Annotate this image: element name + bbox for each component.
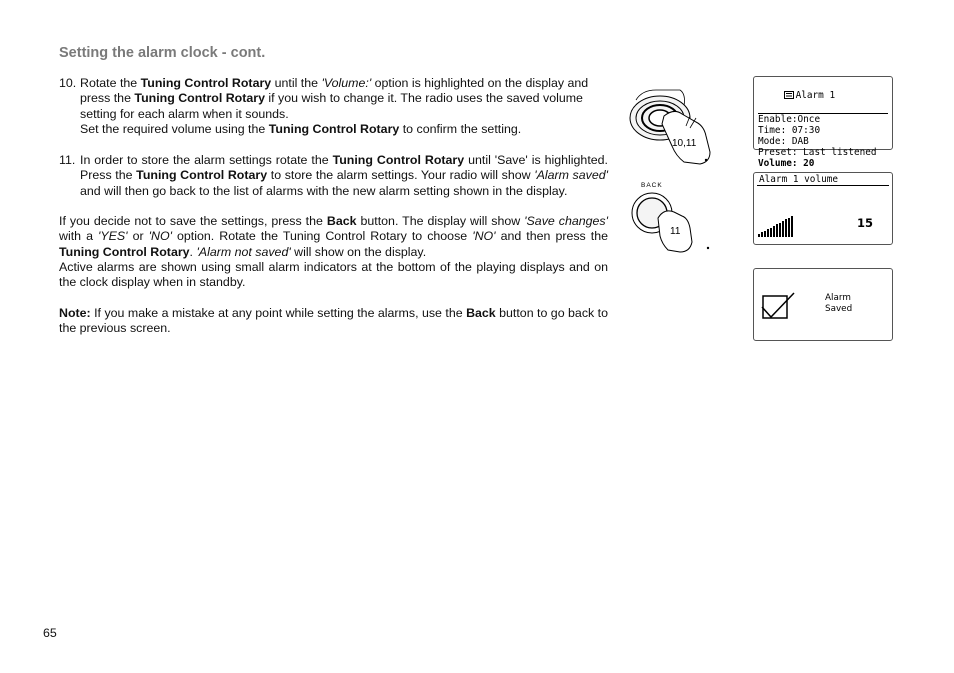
text: with a (59, 229, 99, 244)
lcd-message-line1: Alarm (825, 293, 851, 303)
checkbox-tick-icon (760, 291, 796, 321)
lcd-alarm-volume (753, 172, 893, 245)
text: button. The display will show (356, 214, 525, 228)
lcd-message-line2: Saved (825, 304, 853, 314)
text: In order to store the alarm settings rotate the (80, 153, 333, 167)
text: Rotate the (80, 76, 141, 90)
section-heading: Setting the alarm clock - cont. (59, 45, 266, 61)
text: or (127, 229, 149, 244)
lcd-alarm-settings (753, 76, 893, 169)
tuning-rotary-illustration (626, 86, 722, 170)
note-label: Note: (59, 306, 91, 320)
text: button to go back to the previous screen. (59, 306, 608, 336)
step-number: 10. (59, 76, 77, 90)
text: option is highlighted on the display and press the (80, 76, 589, 106)
back-label: BACK (641, 182, 663, 189)
text: If you make a mistake at any point while setting the alarms, use the (90, 306, 467, 320)
lcd-line-mode: Mode: DAB (758, 136, 809, 147)
step-10 (59, 76, 608, 138)
lcd-title: Alarm 1 volume (759, 174, 839, 185)
page-number: 65 (43, 626, 57, 640)
active-alarms-paragraph: Active alarms are shown using small alarm indicators at the bottom of the playing displays and on the clock display when in standby. (59, 260, 608, 290)
back-button-illustration (628, 178, 716, 258)
bold-term: Tuning Control Rotary (136, 168, 268, 183)
bold-term: Tuning Control Rotary (268, 122, 400, 137)
step-number: 11. (59, 153, 76, 167)
lcd-line-enable: Enable:Once (758, 114, 821, 125)
note-paragraph (59, 306, 608, 337)
step-11 (59, 153, 608, 199)
italic-term: 'YES' (98, 229, 128, 244)
text: option. Rotate the Tuning Control Rotary to choose (171, 229, 473, 244)
italic-term: 'Alarm saved' (534, 168, 608, 183)
text: until 'Save' is highlighted. Press the (80, 153, 608, 183)
lcd-alarm-saved (753, 268, 893, 341)
bold-term: Back (466, 306, 496, 320)
lcd-line-time: Time: 07:30 (758, 125, 821, 136)
text: to store the alarm settings. Your radio will show (267, 168, 535, 183)
bold-term: Tuning Control Rotary (134, 91, 265, 106)
italic-term: 'Alarm not saved' (196, 244, 291, 259)
volume-bars-icon (758, 215, 796, 237)
italic-term: 'Save changes' (524, 214, 608, 228)
bold-term: Tuning Control Rotary (140, 76, 272, 90)
lcd-volume-value: 15 (857, 216, 874, 230)
rotary-step-label: 10,11 (672, 138, 697, 149)
text: will show on the display. (290, 244, 427, 259)
italic-term: 'NO' (148, 229, 172, 244)
italic-term: 'NO' (472, 229, 496, 244)
lcd-title: Alarm 1 (795, 90, 836, 101)
bold-term: Back (326, 214, 357, 228)
text: and will then go back to the list of alarms with the new alarm setting shown in the display. (80, 183, 568, 198)
bold-term: Tuning Control Rotary (59, 244, 190, 259)
text: If you decide not to save the settings, press the (59, 214, 327, 228)
bold-term: Tuning Control Rotary (332, 153, 465, 167)
back-step-label: 11 (670, 226, 681, 237)
lcd-line-preset: Preset: Last listened (758, 147, 877, 158)
lcd-title-row (758, 79, 888, 112)
text: Set the required volume using the (80, 122, 269, 137)
text: to confirm the setting. (399, 122, 522, 137)
text: until the (271, 76, 322, 90)
back-paragraph (59, 214, 608, 260)
lcd-line-volume-highlighted: Volume: 20 (758, 158, 815, 169)
text: and then press the (495, 229, 609, 244)
text: if you wish to change it. The radio uses the saved volume setting for each alarm when it sounds. (80, 91, 583, 121)
alarm-clock-icon (784, 91, 794, 99)
italic-term: 'Volume:' (321, 76, 372, 90)
text: . (189, 244, 197, 259)
